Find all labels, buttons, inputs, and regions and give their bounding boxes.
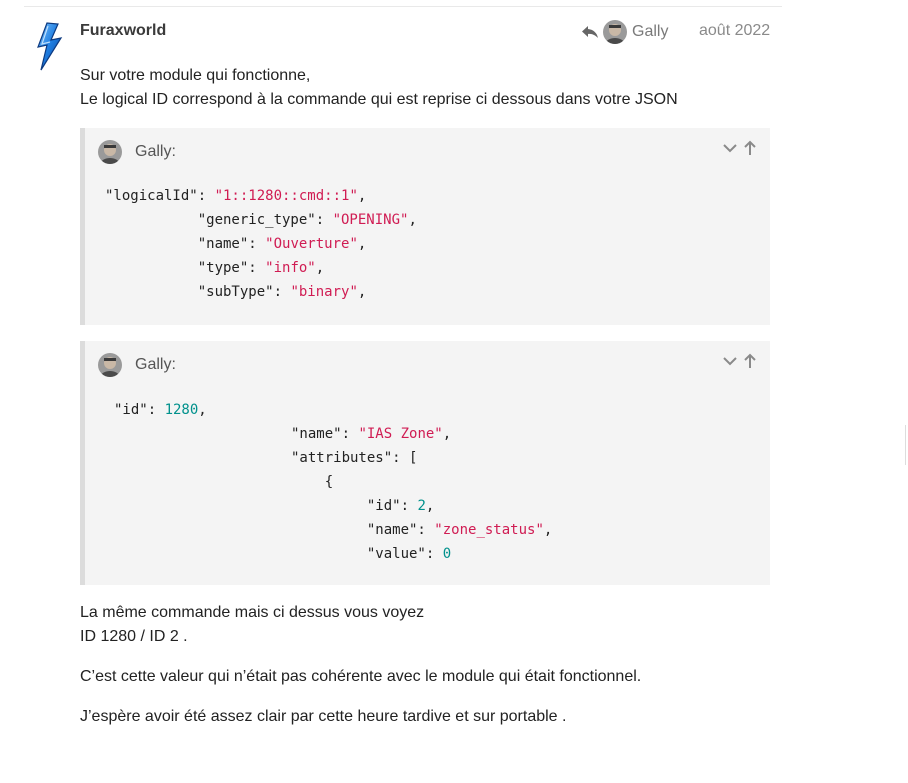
quote-controls <box>718 140 758 156</box>
lightning-bolt-icon[interactable] <box>34 22 64 72</box>
post-author[interactable]: Furaxworld <box>80 22 167 39</box>
code-string: "OPENING" <box>332 212 409 228</box>
quote-author: Gally: <box>135 356 176 373</box>
code-token: , <box>357 188 367 204</box>
quote-block <box>80 128 770 325</box>
code-token: "value": <box>114 546 443 562</box>
code-token: { <box>114 474 334 490</box>
code-token: "generic_type": <box>105 212 333 228</box>
post-paragraph: C’est cette valeur qui n’était pas cohérente avec le module qui était fonctionnel. <box>80 668 642 685</box>
code-token: "name": <box>114 426 359 442</box>
code-string: "Ouverture" <box>265 236 358 252</box>
top-divider <box>24 6 782 7</box>
post-date[interactable]: août 2022 <box>699 22 771 39</box>
code-string: "1::1280::cmd::1" <box>214 188 358 204</box>
code-token: "subType": <box>105 284 291 300</box>
code-token: "name": <box>105 236 266 252</box>
code-token: "id": <box>114 498 418 514</box>
code-token: , <box>357 236 367 252</box>
post-intro <box>80 64 770 112</box>
reply-to-username: Gally <box>632 23 669 40</box>
code-string: "info" <box>265 260 316 276</box>
code-token: , <box>198 402 207 418</box>
code-token: "logicalId": <box>105 188 215 204</box>
quote-block <box>80 341 770 585</box>
code-token: , <box>357 284 367 300</box>
reply-to-link[interactable] <box>581 20 668 44</box>
code-token: "type": <box>105 260 266 276</box>
post-after-quote <box>80 601 770 649</box>
code-number: 2 <box>417 498 426 514</box>
quote-header <box>98 140 176 164</box>
chevron-down-icon[interactable] <box>722 140 738 156</box>
quote-code <box>114 398 552 566</box>
quote-controls <box>718 353 758 369</box>
code-token: "id": <box>114 402 165 418</box>
reply-arrow-icon <box>581 24 599 40</box>
code-token: , <box>425 498 435 514</box>
after-line: ID 1280 / ID 2 . <box>80 628 188 645</box>
code-string: "binary" <box>290 284 358 300</box>
code-token: , <box>408 212 417 228</box>
code-number: 0 <box>442 546 452 562</box>
arrow-up-icon[interactable] <box>742 140 758 156</box>
quote-header <box>98 353 176 377</box>
post-paragraph: J’espère avoir été assez clair par cette heure tardive et sur portable . <box>80 708 567 725</box>
code-token: , <box>315 260 325 276</box>
quote-code <box>105 184 417 304</box>
code-token: "name": <box>114 522 435 538</box>
arrow-up-icon[interactable] <box>742 353 758 369</box>
quote-author: Gally: <box>135 143 176 160</box>
code-string: "IAS Zone" <box>358 426 443 442</box>
code-token: "attributes": [ <box>114 450 418 466</box>
intro-line: Sur votre module qui fonctionne, <box>80 67 311 84</box>
quote-avatar[interactable] <box>98 140 122 164</box>
code-token: , <box>442 426 452 442</box>
code-token: , <box>543 522 553 538</box>
chevron-down-icon[interactable] <box>722 353 738 369</box>
quote-avatar[interactable] <box>98 353 122 377</box>
code-number: 1280 <box>164 402 199 418</box>
code-string: "zone_status" <box>434 522 544 538</box>
after-line: La même commande mais ci dessus vous voyez <box>80 604 425 621</box>
reply-avatar <box>603 20 627 44</box>
intro-line: Le logical ID correspond à la commande qui est reprise ci dessous dans votre JSON <box>80 91 678 108</box>
